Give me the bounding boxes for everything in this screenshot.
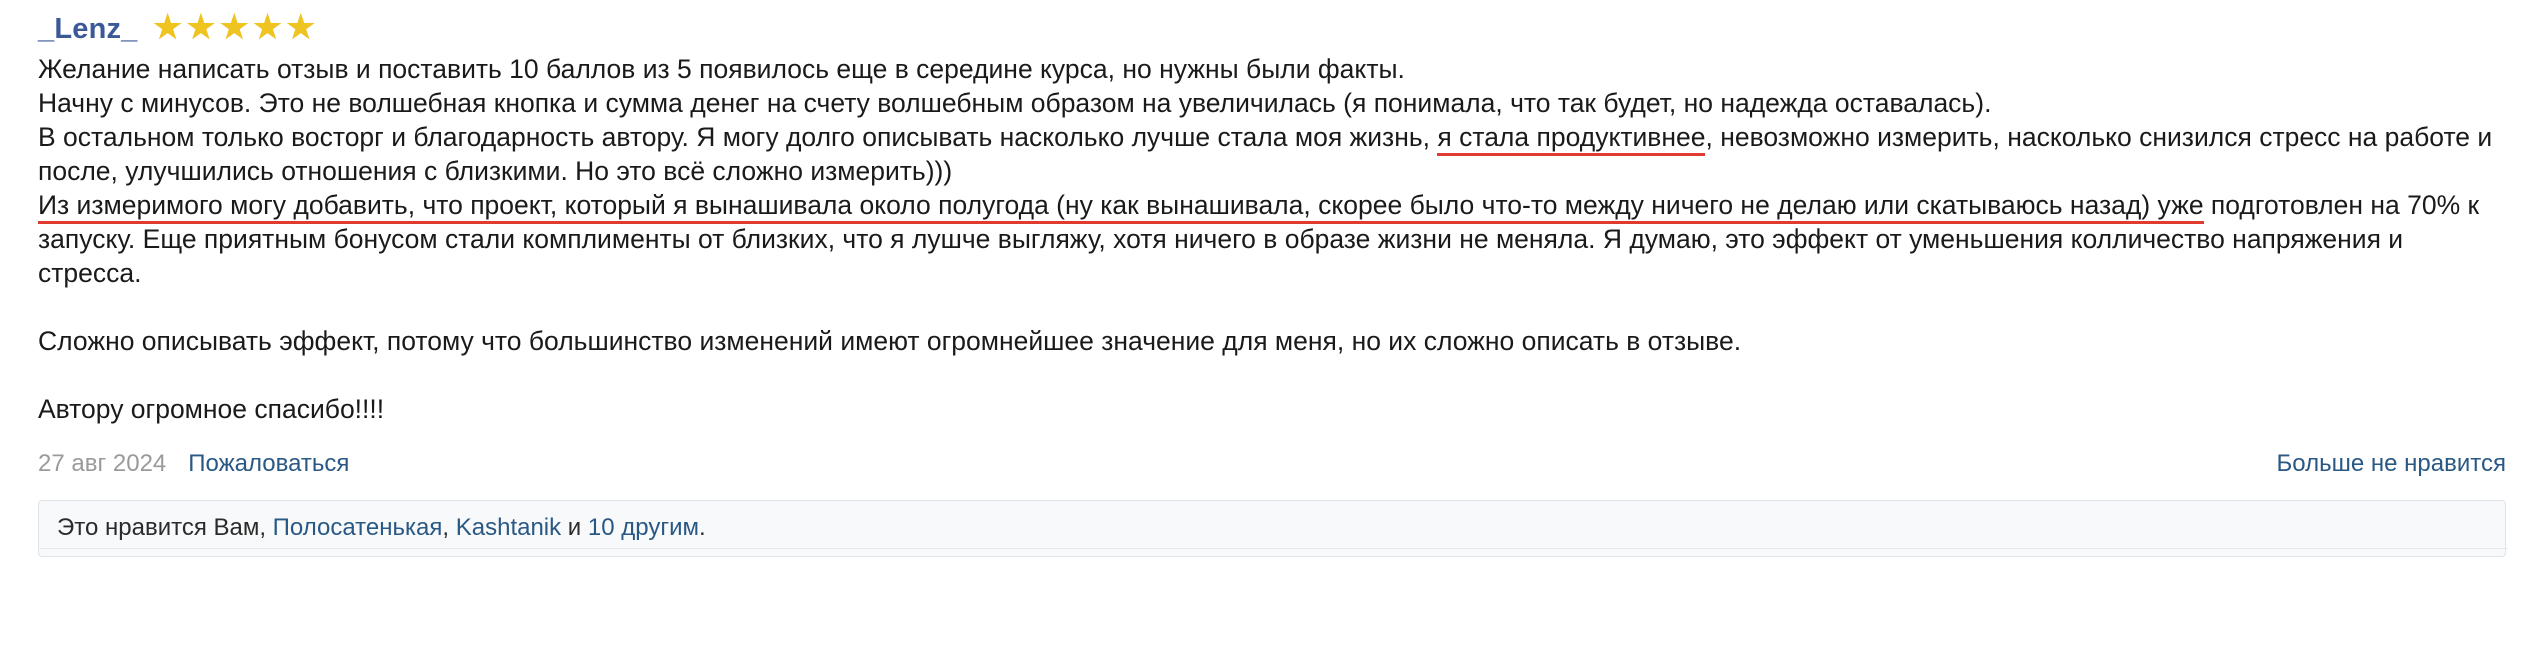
review-date: 27 авг 2024 xyxy=(38,450,167,477)
paragraph-spacer xyxy=(38,290,2508,324)
rating-stars xyxy=(151,6,317,47)
review-paragraph xyxy=(38,120,2508,188)
review-text: подготовлен на 70% к запуску. Еще приятным бонусом стали комплименты от близких, что я лушче выгляжу, хотя ничего в образе жизни не меняла. Я думаю, это эффект от уменьшения колличество напряжения и стресса. xyxy=(38,190,2480,288)
star-icon: ★ xyxy=(184,6,218,47)
highlighted-text: Из измеримого могу добавить, что проект, который я вынашивала около полугода (ну как вынашивала, скорее было что-то между ничего не делаю или скатываюсь назад) уже xyxy=(38,190,2204,224)
likes-separator: , xyxy=(442,514,456,541)
review-paragraph xyxy=(38,324,2508,358)
star-icon: ★ xyxy=(218,6,251,47)
review-meta xyxy=(38,450,2508,486)
star-icon: ★ xyxy=(284,6,317,47)
review-paragraph xyxy=(38,392,2508,426)
likes-conjunction: и xyxy=(561,514,588,541)
review-paragraph xyxy=(38,86,2508,120)
review-text: В остальном только восторг и благодарность автору. Я могу долго описывать насколько лучше стала моя жизнь, xyxy=(38,122,1438,152)
liker-link-2[interactable]: Kashtanik xyxy=(455,514,562,541)
review-body xyxy=(38,52,2508,426)
paragraph-spacer xyxy=(38,358,2508,392)
star-icon: ★ xyxy=(151,6,184,47)
dislike-link[interactable]: Больше не нравится xyxy=(2276,450,2506,477)
review-header xyxy=(38,6,2508,52)
report-link[interactable]: Пожаловаться xyxy=(188,450,350,477)
review-text: Автору огромное спасибо!!!! xyxy=(38,394,385,424)
star-icon: ★ xyxy=(251,6,284,47)
review-text: , невозможно измерить, насколько снизился стресс на работе и после, улучшились отношения с близкими. Но это всё сложно измерить))) xyxy=(38,122,2493,186)
review-author-link[interactable]: _Lenz_ xyxy=(38,12,138,45)
liker-link-1[interactable]: Полосатенькая xyxy=(272,514,443,541)
review-text: Начну с минусов. Это не волшебная кнопка и сумма денег на счету волшебным образом на увеличилась (я понимала, что так будет, но надежда оставалась). xyxy=(38,88,1992,118)
highlighted-text: я стала продуктивнее xyxy=(1437,122,1705,156)
review-paragraph xyxy=(38,188,2508,290)
likes-others-link[interactable]: 10 другим xyxy=(587,514,699,541)
divider xyxy=(38,548,2508,549)
review-text: Сложно описывать эффект, потому что большинство изменений имеют огромнейшее значение для меня, но их сложно описать в отзыве. xyxy=(38,326,1742,356)
likes-suffix: . xyxy=(699,514,706,541)
review-paragraph xyxy=(38,52,2508,86)
likes-prefix: Это нравится Вам, xyxy=(57,514,273,541)
review-text: Желание написать отзыв и поставить 10 баллов из 5 появилось еще в середине курса, но нужны были факты. xyxy=(38,54,1405,84)
